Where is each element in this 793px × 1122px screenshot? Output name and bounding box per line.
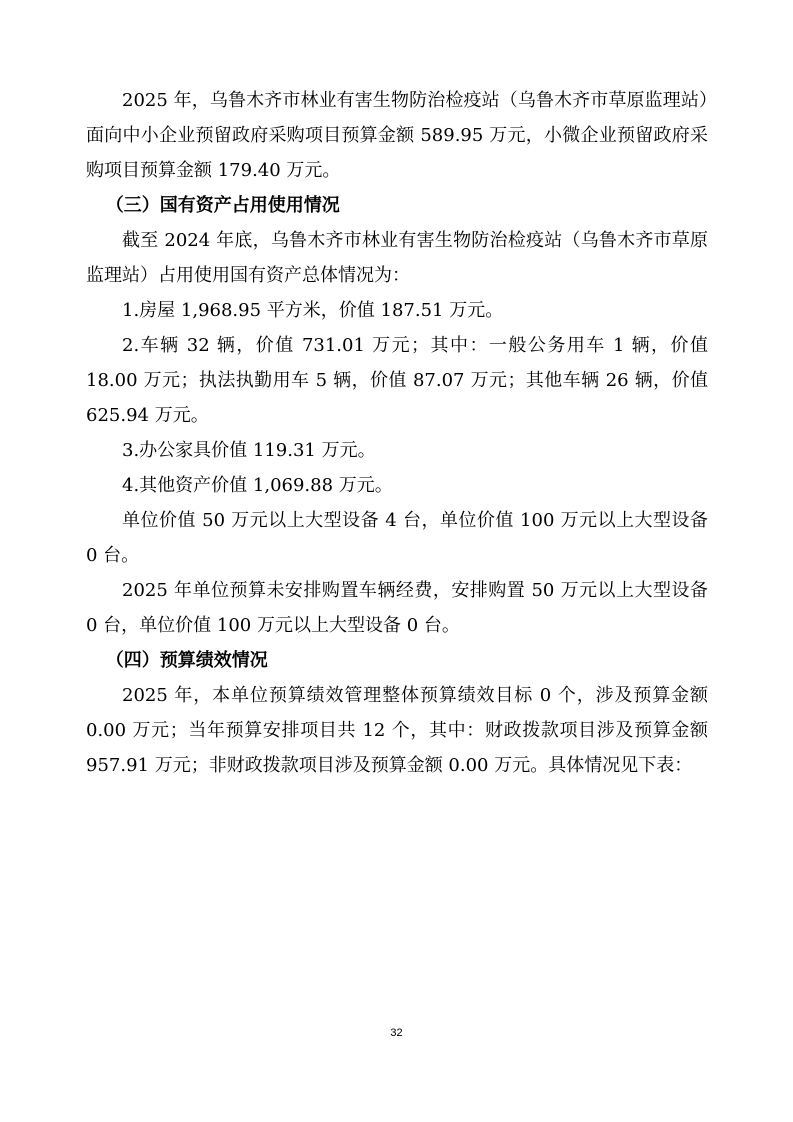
section-heading-state-assets: （三）国有资产占用使用情况: [105, 195, 340, 216]
paragraph-purchase-plan: 2025 年单位预算未安排购置车辆经费，安排购置 50 万元以上大型设备 0 台，单位价值 100 万元以上大型设备 0 台。: [86, 580, 708, 636]
paragraph-large-equipment: 单位价值 50 万元以上大型设备 4 台，单位价值 100 万元以上大型设备 0 台。: [86, 510, 708, 566]
paragraph-assets-housing: 1.房屋 1,968.95 平方米，价值 187.51 万元。: [122, 300, 504, 321]
section-heading-performance: （四）预算绩效情况: [105, 650, 268, 671]
paragraph-assets-furniture: 3.办公家具价值 119.31 万元。: [122, 440, 376, 461]
paragraph-assets-other: 4.其他资产价值 1,069.88 万元。: [122, 475, 393, 496]
page-number: 32: [390, 1027, 403, 1039]
paragraph-procurement-reservation: 2025 年，乌鲁木齐市林业有害生物防治检疫站（乌鲁木齐市草原监理站）面向中小企业预留政府采购项目预算金额 589.95 万元，小微企业预留政府采购项目预算金额 179.40 万元。: [86, 90, 708, 181]
paragraph-assets-intro: 截至 2024 年底，乌鲁木齐市林业有害生物防治检疫站（乌鲁木齐市草原监理站）占用使用国有资产总体情况为：: [86, 230, 708, 286]
paragraph-assets-vehicles: 2.车辆 32 辆，价值 731.01 万元；其中：一般公务用车 1 辆，价值 18.00 万元；执法执勤用车 5 辆，价值 87.07 万元；其他车辆 26 辆，价值 625.94 万元。: [86, 335, 708, 426]
paragraph-performance-details: 2025 年，本单位预算绩效管理整体预算绩效目标 0 个，涉及预算金额 0.00 万元；当年预算安排项目共 12 个，其中：财政拨款项目涉及预算金额 957.91 万元；非财政拨款项目涉及预算金额 0.00 万元。具体情况见下表：: [86, 685, 708, 776]
page-body: [86, 83, 708, 783]
